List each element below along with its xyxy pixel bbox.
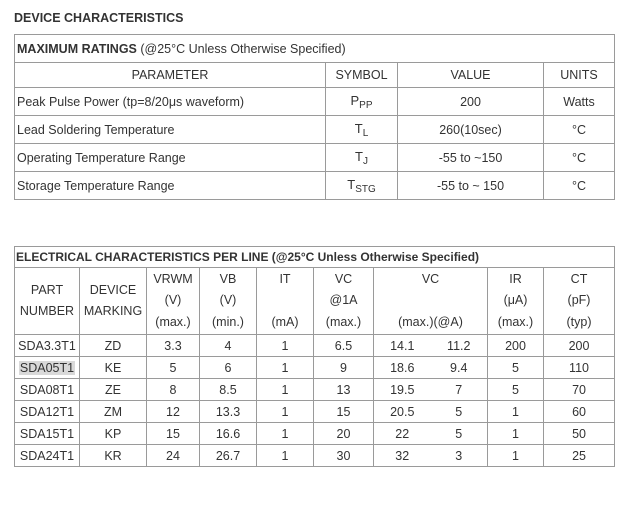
header-line: (V): [164, 293, 182, 308]
table-row: [15, 88, 615, 116]
marking-cell: KE: [80, 357, 147, 379]
it-cell: 1: [257, 379, 314, 401]
vc-1a-cell: 9: [314, 357, 374, 379]
header-it: [257, 268, 314, 335]
parameter-cell: Storage Temperature Range: [15, 172, 326, 200]
vrwm-cell: 3.3: [147, 335, 200, 357]
part-number-cell: SDA08T1: [15, 379, 80, 401]
ir-cell: 1: [488, 401, 544, 423]
symbol-main: T: [347, 176, 356, 192]
maximum-ratings-title-condition: (@25°C Unless Otherwise Specified): [136, 41, 346, 56]
ir-cell: 5: [488, 379, 544, 401]
electrical-title: ELECTRICAL CHARACTERISTICS PER LINE (@25°C Unless Otherwise Specified): [15, 247, 615, 268]
it-cell: 1: [257, 423, 314, 445]
maximum-ratings-table: [14, 34, 615, 200]
vb-cell: 26.7: [200, 445, 257, 467]
symbol-cell: [326, 144, 398, 172]
vc-max-cell: 22: [374, 423, 431, 445]
table-row: [15, 172, 615, 200]
ct-cell: 25: [544, 445, 615, 467]
vc-at-a-cell: 11.2: [431, 335, 488, 357]
vrwm-cell: 12: [147, 401, 200, 423]
vc-max-cell: 18.6: [374, 357, 431, 379]
table-row: [15, 116, 615, 144]
electrical-header-row: [15, 268, 615, 335]
table-row: [15, 335, 615, 357]
header-line: NUMBER: [19, 304, 75, 318]
it-cell: 1: [257, 445, 314, 467]
electrical-characteristics-table: [14, 246, 615, 467]
vrwm-cell: 8: [147, 379, 200, 401]
value-cell: 260(10sec): [398, 116, 544, 144]
table-row: [15, 445, 615, 467]
symbol-main: P: [350, 92, 360, 108]
header-line: [257, 290, 313, 312]
header-line: (min.): [212, 314, 244, 329]
header-line: (μA): [503, 293, 528, 308]
header-line: DEVICE: [89, 282, 137, 297]
symbol-subscript: J: [362, 155, 368, 167]
part-number-cell: SDA3.3T1: [15, 335, 80, 357]
vc-max-cell: 20.5: [374, 401, 431, 423]
value-cell: -55 to ~ 150: [398, 172, 544, 200]
header-line: (V): [219, 293, 237, 308]
symbol-cell: [326, 88, 398, 116]
vc-1a-cell: 30: [314, 445, 374, 467]
table-row: [15, 357, 615, 379]
table-row: [15, 144, 615, 172]
symbol-main: T: [355, 148, 363, 164]
header-line: (max.): [497, 314, 534, 329]
header-line: (typ): [566, 314, 592, 329]
table-row: [15, 423, 615, 445]
header-ct: [544, 268, 615, 335]
maximum-ratings-title-row: [15, 35, 615, 63]
electrical-title-row: [15, 247, 615, 268]
part-number-cell: SDA15T1: [15, 423, 80, 445]
header-line: IR: [509, 271, 522, 286]
header-vb: [200, 268, 257, 335]
vrwm-cell: 24: [147, 445, 200, 467]
vb-cell: 8.5: [200, 379, 257, 401]
header-part-number: [15, 268, 80, 335]
header-line: MARKING: [83, 304, 143, 318]
ir-cell: 5: [488, 357, 544, 379]
symbol-subscript: PP: [359, 99, 373, 111]
vc-at-a-cell: 5: [431, 423, 488, 445]
value-cell: 200: [398, 88, 544, 116]
header-line: VC: [334, 271, 353, 286]
vb-cell: 13.3: [200, 401, 257, 423]
value-cell: -55 to ~150: [398, 144, 544, 172]
symbol-main: T: [354, 120, 363, 136]
maximum-ratings-header-row: [15, 63, 615, 88]
vrwm-cell: 15: [147, 423, 200, 445]
vc-1a-cell: 6.5: [314, 335, 374, 357]
vc-at-a-cell: 9.4: [431, 357, 488, 379]
header-parameter: PARAMETER: [15, 63, 326, 88]
marking-cell: KR: [80, 445, 147, 467]
vc-at-a-cell: 3: [431, 445, 488, 467]
maximum-ratings-title: [15, 35, 615, 63]
header-device-marking: [80, 268, 147, 335]
header-vc-1a: [314, 268, 374, 335]
ir-cell: 1: [488, 423, 544, 445]
header-line: @1A: [329, 293, 358, 308]
symbol-cell: [326, 116, 398, 144]
header-line: [374, 290, 487, 312]
header-line: VC: [421, 271, 440, 286]
header-line: (max.): [155, 314, 191, 329]
header-symbol: SYMBOL: [326, 63, 398, 88]
parameter-cell: Lead Soldering Temperature: [15, 116, 326, 144]
ct-cell: 70: [544, 379, 615, 401]
marking-cell: ZD: [80, 335, 147, 357]
part-number-cell: SDA24T1: [15, 445, 80, 467]
marking-cell: ZE: [80, 379, 147, 401]
part-number-cell: [15, 357, 80, 379]
header-vc-at-a: [374, 268, 488, 335]
ir-cell: 200: [488, 335, 544, 357]
header-line: PART: [30, 282, 64, 297]
ct-cell: 50: [544, 423, 615, 445]
highlighted-part-number: SDA05T1: [19, 360, 75, 375]
header-line: (pF): [567, 293, 591, 308]
header-line: (mA): [271, 314, 299, 329]
header-units: UNITS: [544, 63, 615, 88]
units-cell: °C: [544, 144, 615, 172]
vc-1a-cell: 15: [314, 401, 374, 423]
header-line: IT: [279, 271, 291, 286]
it-cell: 1: [257, 335, 314, 357]
ct-cell: 110: [544, 357, 615, 379]
it-cell: 1: [257, 357, 314, 379]
vrwm-cell: 5: [147, 357, 200, 379]
symbol-subscript: STG: [355, 183, 376, 195]
part-number-cell: SDA12T1: [15, 401, 80, 423]
header-line: CT: [570, 271, 588, 286]
parameter-cell: Peak Pulse Power (tp=8/20μs waveform): [15, 88, 326, 116]
header-line: VB: [219, 271, 237, 286]
marking-cell: ZM: [80, 401, 147, 423]
maximum-ratings-title-bold: MAXIMUM RATINGS: [17, 41, 137, 56]
ir-cell: 1: [488, 445, 544, 467]
header-value: VALUE: [398, 63, 544, 88]
vc-max-cell: 14.1: [374, 335, 431, 357]
vb-cell: 6: [200, 357, 257, 379]
header-line: VRWM: [153, 271, 193, 286]
header-line: (max.): [325, 314, 362, 329]
vc-max-cell: 19.5: [374, 379, 431, 401]
header-vrwm: [147, 268, 200, 335]
ct-cell: 200: [544, 335, 615, 357]
symbol-subscript: L: [362, 127, 369, 139]
vc-at-a-cell: 5: [431, 401, 488, 423]
units-cell: Watts: [544, 88, 615, 116]
vb-cell: 4: [200, 335, 257, 357]
page-heading: DEVICE CHARACTERISTICS: [14, 11, 184, 25]
it-cell: 1: [257, 401, 314, 423]
vc-max-cell: 32: [374, 445, 431, 467]
vc-at-a-cell: 7: [431, 379, 488, 401]
ct-cell: 60: [544, 401, 615, 423]
table-row: [15, 379, 615, 401]
vb-cell: 16.6: [200, 423, 257, 445]
table-row: [15, 401, 615, 423]
marking-cell: KP: [80, 423, 147, 445]
symbol-cell: [326, 172, 398, 200]
parameter-cell: Operating Temperature Range: [15, 144, 326, 172]
units-cell: °C: [544, 172, 615, 200]
vc-1a-cell: 13: [314, 379, 374, 401]
header-ir: [488, 268, 544, 335]
units-cell: °C: [544, 116, 615, 144]
vc-1a-cell: 20: [314, 423, 374, 445]
header-line: (max.)(@A): [398, 314, 463, 329]
